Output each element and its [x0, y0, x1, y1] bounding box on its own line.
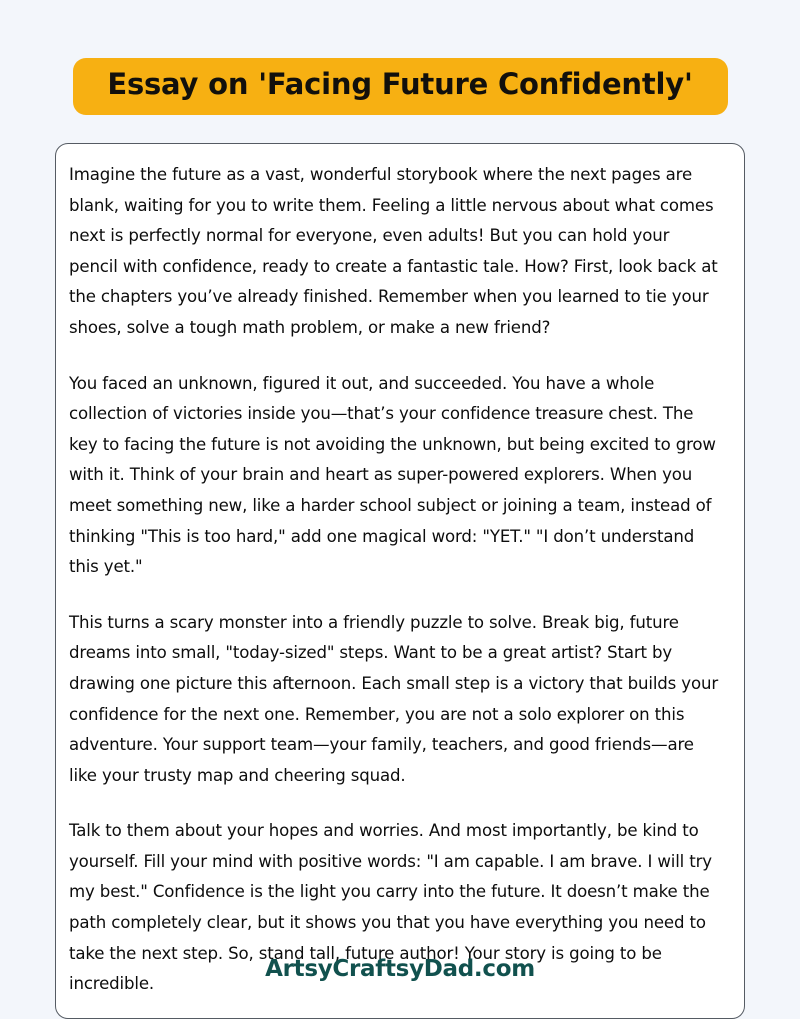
- essay-paragraph: Talk to them about your hopes and worries. And most importantly, be kind to yourself. Fill your mind with positive words: "I am capable. I am brave. I will try my best." Confidence is the light you carry into the future. It doesn’t make the path completely clear, but it shows you that you have everything you need to take the next step. So, stand tall, future author! Your story is going to be incredible.: [69, 821, 712, 994]
- essay-card: [55, 143, 745, 1019]
- essay-paragraph: Imagine the future as a vast, wonderful storybook where the next pages are blank, waiting for you to write them. Feeling a little nervous about what comes next is perfectly normal for everyone, even adults! But you can hold your pencil with confidence, ready to create a fantastic tale. How? First, look back at the chapters you’ve already finished. Remember when you learned to tie your shoes, solve a tough math problem, or make a new friend?: [69, 165, 718, 337]
- essay-paragraph: This turns a scary monster into a friendly puzzle to solve. Break big, future dreams into small, "today-sized" steps. Want to be a great artist? Start by drawing one picture this afternoon. Each small step is a victory that builds your confidence for the next one. Remember, you are not a solo explorer on this adventure. Your support team—your family, teachers, and good friends—are like your trusty map and cheering squad.: [69, 612, 718, 785]
- title-banner: [73, 58, 728, 115]
- footer: [0, 956, 800, 982]
- site-brand-link[interactable]: ArtsyCraftsyDad.com: [265, 956, 535, 982]
- page-title: Essay on 'Facing Future Confidently': [107, 66, 693, 101]
- essay-body: [69, 160, 722, 1000]
- essay-paragraph: You faced an unknown, figured it out, and succeeded. You have a whole collection of victories inside you—that’s your confidence treasure chest. The key to facing the future is not avoiding the unknown, but being excited to grow with it. Think of your brain and heart as super-powered explorers. When you meet something new, like a harder school subject or joining a team, instead of thinking "This is too hard," add one magical word: "YET." "I don’t understand this yet.": [69, 373, 716, 577]
